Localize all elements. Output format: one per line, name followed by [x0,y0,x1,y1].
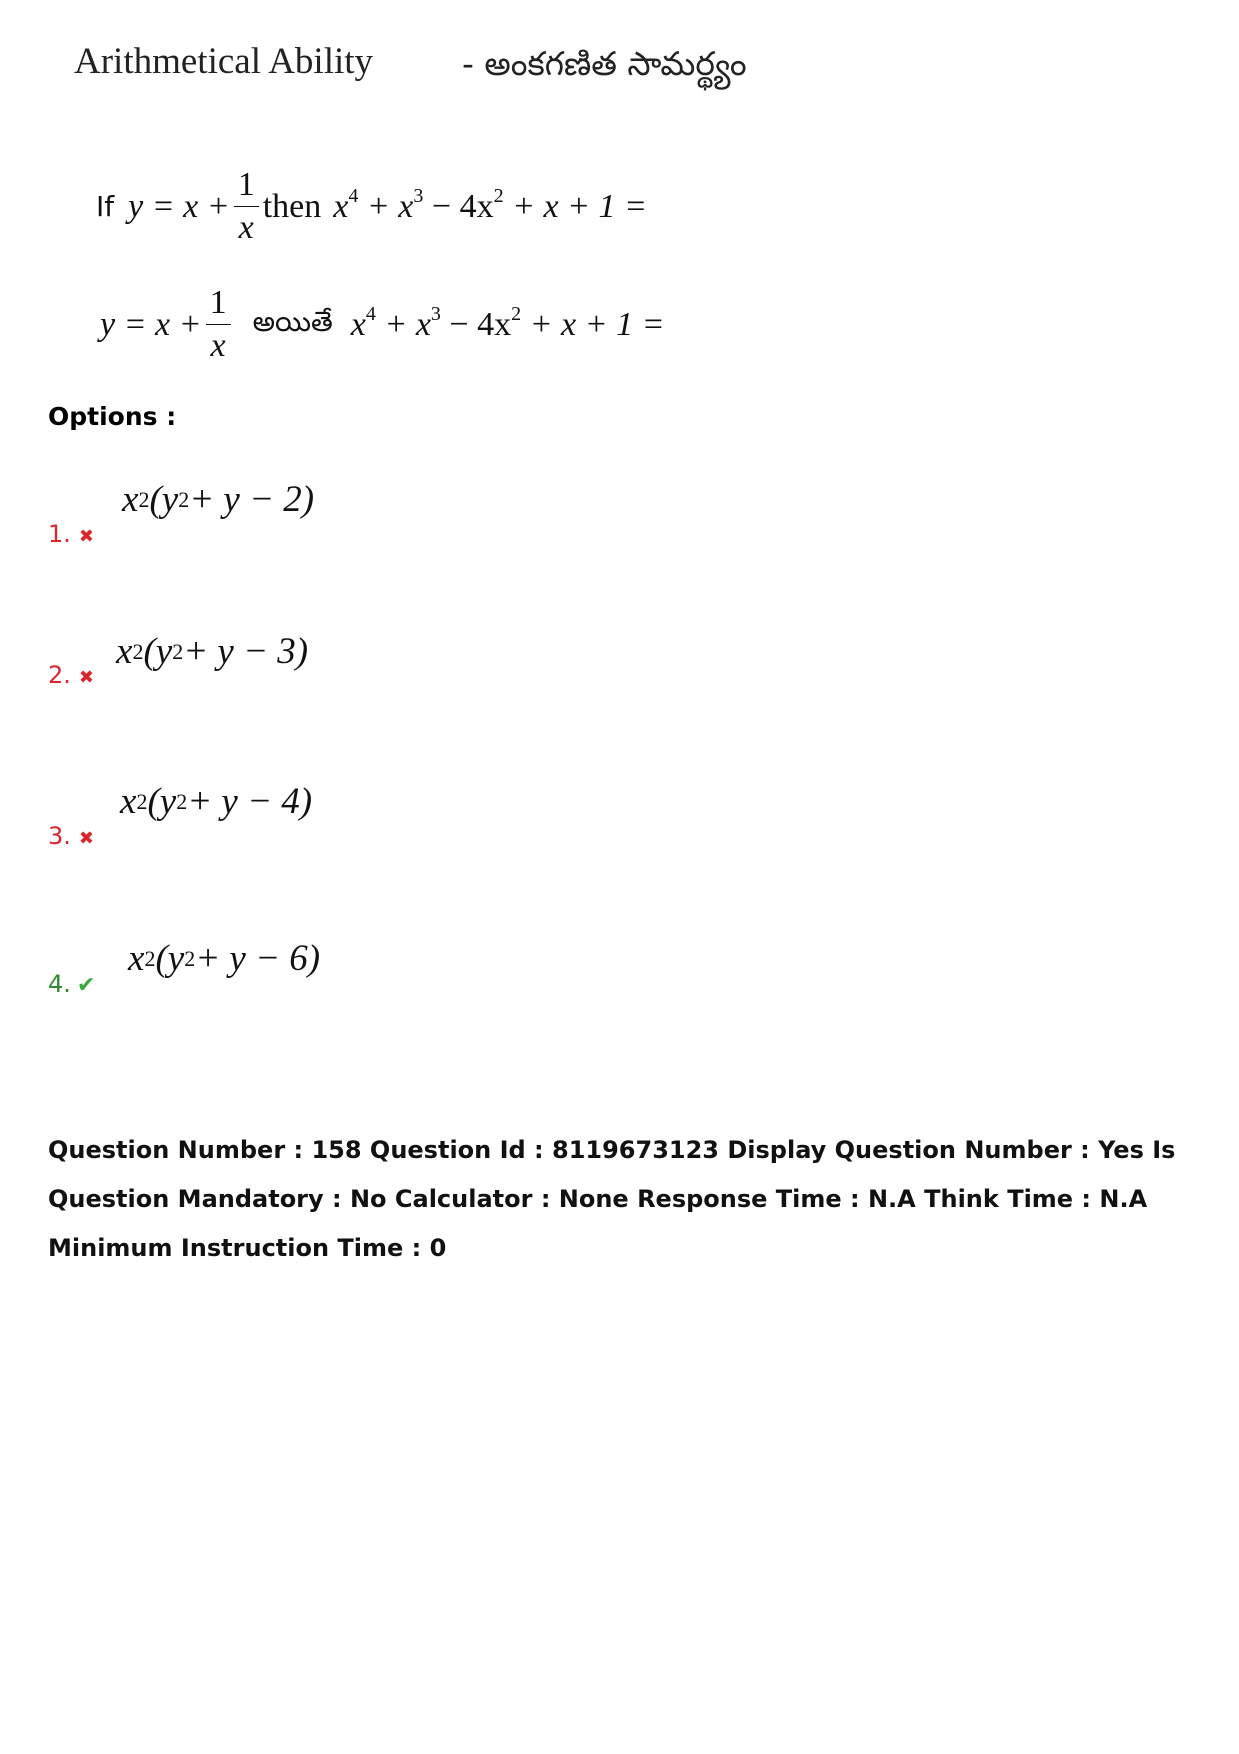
expression: $x^4 + x^3 - 4x^2 + x + 1$ = [350,302,665,343]
y-definition: y = x + [100,305,202,343]
question-telugu [100,286,665,363]
option-1-expression: x 2 (y 2 + y − 2) [122,479,315,520]
option-1-number: 1. ✖ [48,520,94,548]
y-definition: y = x + [128,187,230,225]
telugu-then-word: అయితే [252,304,333,338]
option-2-expression: x 2 (y 2 + y − 3) [116,631,309,672]
section-title-telugu: - అంకగణిత సామర్థ్యం [462,44,747,83]
option-3-number: 3. ✖ [48,822,94,850]
correct-check-icon: ✔ [76,973,96,998]
fraction-one-over-x: $\frac{1}{x}$ [234,168,259,245]
fraction-one-over-x: $\frac{1}{x}$ [206,286,231,363]
option-4-number: 4. ✔ [48,970,96,998]
question-metadata: Question Number : 158 Question Id : 8119673123 Display Question Number : Yes Is Question Mandatory : No Calculator : None Response Time : N.A Think Time : N.A Minimum Instruction Time : 0 [48,1136,1176,1262]
then-word: then [262,187,322,225]
wrong-mark-icon: ✖ [78,828,94,849]
option-3-expression: x 2 (y 2 + y − 4) [120,781,313,822]
section-title-english: Arithmetical Ability [74,41,374,82]
wrong-mark-icon: ✖ [78,526,94,547]
expression: $x^4 + x^3 - 4x^2 + x + 1$ = [333,184,647,225]
if-label: If [96,190,115,223]
options-label: Options : [48,402,177,431]
option-2-number: 2. ✖ [48,661,94,689]
option-4-expression: x 2 (y 2 + y − 6) [128,938,321,979]
question-english [96,168,647,245]
wrong-mark-icon: ✖ [78,667,94,688]
